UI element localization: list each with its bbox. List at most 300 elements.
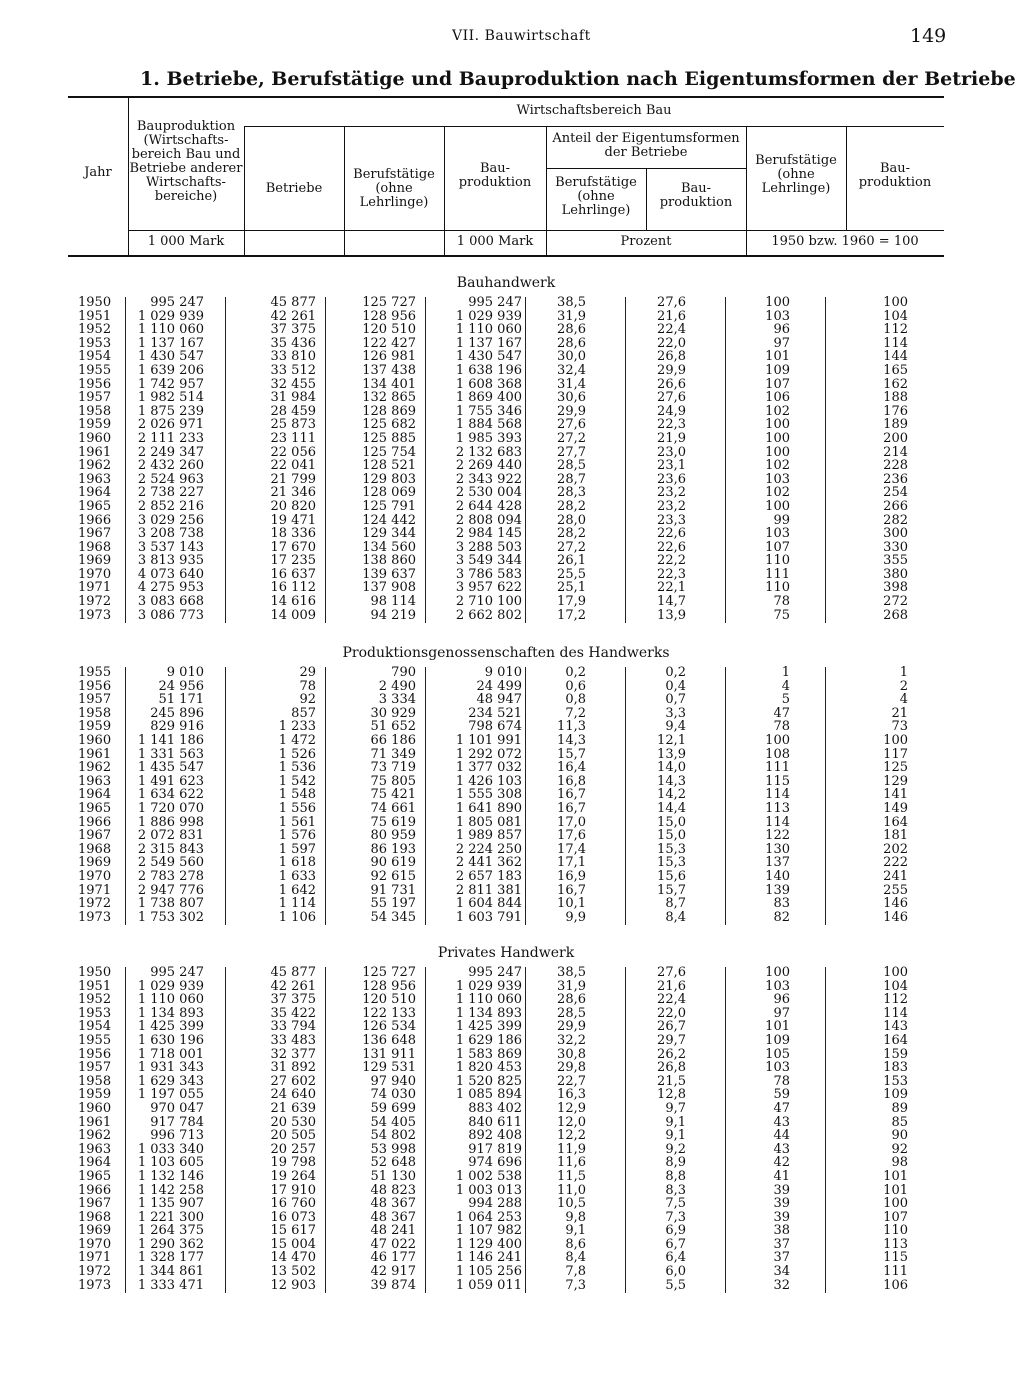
value-cell: 137 908 — [362, 580, 416, 596]
value-cell: 12,9 — [557, 1100, 586, 1116]
value-cell: 38,5 — [557, 965, 586, 980]
section-heading: Produktionsgenossenschaften des Handwerks — [342, 645, 670, 661]
value-cell: 17,9 — [557, 594, 586, 610]
value-cell: 14,0 — [657, 760, 686, 776]
value-cell: 103 — [765, 526, 790, 542]
value-cell: 164 — [883, 1032, 908, 1048]
year-cell: 1955 — [78, 1032, 112, 1048]
value-cell: 52 648 — [370, 1155, 416, 1171]
value-cell: 14,7 — [657, 594, 686, 610]
value-cell: 28,3 — [557, 485, 586, 501]
value-cell: 29 — [299, 665, 316, 680]
value-cell: 1 — [781, 665, 790, 680]
table-row — [68, 1279, 944, 1293]
year-cell: 1961 — [78, 444, 112, 460]
table-row — [68, 1020, 944, 1034]
value-cell: 54 345 — [370, 909, 416, 925]
value-cell: 1 805 081 — [455, 814, 522, 830]
column-divider — [625, 667, 626, 925]
header-anteil-berufstaetige: Berufstätige (ohne Lehrlinge) — [555, 175, 637, 218]
year-cell: 1963 — [78, 773, 112, 789]
value-cell: 24 956 — [158, 678, 204, 694]
value-cell: 2 852 216 — [137, 498, 204, 514]
year-cell: 1967 — [78, 828, 112, 844]
value-cell: 141 — [883, 787, 908, 803]
value-cell: 144 — [883, 349, 908, 365]
value-cell: 2 224 250 — [455, 841, 522, 857]
value-cell: 3 957 622 — [455, 580, 522, 596]
value-cell: 125 — [883, 760, 908, 776]
year-cell: 1957 — [78, 390, 112, 406]
unit-1000-mark: 1 000 Mark — [147, 234, 225, 249]
value-cell: 75 805 — [370, 773, 416, 789]
value-cell: 1 197 055 — [137, 1087, 204, 1103]
value-cell: 120 510 — [362, 322, 416, 338]
year-cell: 1962 — [78, 458, 112, 474]
year-cell: 1959 — [78, 719, 112, 735]
value-cell: 176 — [883, 403, 908, 419]
value-cell: 200 — [883, 430, 908, 446]
value-cell: 39 — [773, 1182, 790, 1198]
value-cell: 92 — [299, 692, 316, 708]
value-cell: 1 472 — [278, 732, 316, 748]
value-cell: 33 794 — [270, 1019, 316, 1035]
value-cell: 27,6 — [557, 417, 586, 433]
value-cell: 1 634 622 — [137, 787, 204, 803]
value-cell: 103 — [765, 471, 790, 487]
value-cell: 28 459 — [270, 403, 316, 419]
value-cell: 42 917 — [370, 1264, 416, 1280]
value-cell: 26,1 — [557, 553, 586, 569]
value-cell: 0,2 — [665, 665, 686, 680]
value-cell: 32,2 — [557, 1032, 586, 1048]
year-cell: 1957 — [78, 692, 112, 708]
value-cell: 102 — [765, 403, 790, 419]
value-cell: 78 — [773, 719, 790, 735]
column-divider — [325, 667, 326, 925]
table-row — [68, 500, 944, 514]
value-cell: 5,5 — [665, 1277, 686, 1293]
value-cell: 105 — [765, 1046, 790, 1062]
value-cell: 15,3 — [657, 841, 686, 857]
value-cell: 110 — [765, 580, 790, 596]
value-cell: 202 — [883, 841, 908, 857]
table-row — [68, 666, 944, 680]
value-cell: 78 — [773, 594, 790, 610]
column-divider — [125, 297, 126, 623]
value-cell: 2 490 — [378, 678, 416, 694]
value-cell: 48 367 — [370, 1209, 416, 1225]
value-cell: 1 720 070 — [137, 800, 204, 816]
value-cell: 12,8 — [657, 1087, 686, 1103]
value-cell: 1 542 — [278, 773, 316, 789]
value-cell: 23,2 — [657, 485, 686, 501]
year-cell: 1959 — [78, 1087, 112, 1103]
value-cell: 1 629 343 — [137, 1073, 204, 1089]
value-cell: 143 — [883, 1019, 908, 1035]
value-cell: 8,8 — [665, 1168, 686, 1184]
data-table — [68, 296, 944, 622]
value-cell: 183 — [883, 1060, 908, 1076]
value-cell: 132 865 — [362, 390, 416, 406]
value-cell: 1 604 844 — [455, 896, 522, 912]
column-divider — [325, 967, 326, 1293]
value-cell: 103 — [765, 978, 790, 994]
table-row — [68, 595, 944, 609]
unit-prozent: Prozent — [620, 234, 672, 249]
value-cell: 94 219 — [370, 607, 416, 623]
value-cell: 15,7 — [557, 746, 586, 762]
value-cell: 2 738 227 — [137, 485, 204, 501]
value-cell: 24 640 — [270, 1087, 316, 1103]
value-cell: 120 510 — [362, 992, 416, 1008]
year-cell: 1968 — [78, 539, 112, 555]
value-cell: 12 903 — [270, 1277, 316, 1293]
value-cell: 86 193 — [370, 841, 416, 857]
value-cell: 114 — [883, 1005, 908, 1021]
value-cell: 2 984 145 — [455, 526, 522, 542]
column-divider — [825, 967, 826, 1293]
value-cell: 21 — [891, 705, 908, 721]
value-cell: 9 010 — [166, 665, 204, 680]
value-cell: 111 — [883, 1264, 908, 1280]
value-cell: 42 261 — [270, 978, 316, 994]
value-cell: 14 009 — [270, 607, 316, 623]
value-cell: 139 637 — [362, 566, 416, 582]
year-cell: 1970 — [78, 1236, 112, 1252]
value-cell: 1 110 060 — [137, 322, 204, 338]
year-cell: 1950 — [78, 295, 112, 310]
value-cell: 1 875 239 — [137, 403, 204, 419]
value-cell: 2 132 683 — [455, 444, 522, 460]
value-cell: 74 030 — [370, 1087, 416, 1103]
running-head — [0, 25, 1024, 50]
value-cell: 109 — [765, 1032, 790, 1048]
value-cell: 20 530 — [270, 1114, 316, 1130]
value-cell: 1 377 032 — [455, 760, 522, 776]
value-cell: 1 344 861 — [137, 1264, 204, 1280]
value-cell: 1 597 — [278, 841, 316, 857]
value-cell: 9,1 — [665, 1128, 686, 1144]
table-row — [68, 527, 944, 541]
value-cell: 43 — [773, 1141, 790, 1157]
value-cell: 1 221 300 — [137, 1209, 204, 1225]
value-cell: 12,2 — [557, 1128, 586, 1144]
value-cell: 47 — [773, 705, 790, 721]
value-cell: 1 003 013 — [455, 1182, 522, 1198]
value-cell: 33 483 — [270, 1032, 316, 1048]
year-cell: 1956 — [78, 678, 112, 694]
column-divider — [625, 967, 626, 1293]
year-cell: 1955 — [78, 665, 112, 680]
column-divider — [425, 967, 426, 1293]
value-cell: 13,9 — [657, 746, 686, 762]
value-cell: 2 315 843 — [137, 841, 204, 857]
value-cell: 1 137 167 — [137, 335, 204, 351]
value-cell: 1 430 547 — [137, 349, 204, 365]
header-anteil-bauproduktion: Bau-produktion — [659, 181, 733, 210]
year-cell: 1956 — [78, 376, 112, 392]
value-cell: 140 — [765, 868, 790, 884]
value-cell: 114 — [765, 814, 790, 830]
value-cell: 2 808 094 — [455, 512, 522, 528]
value-cell: 28,5 — [557, 458, 586, 474]
value-cell: 12,1 — [657, 732, 686, 748]
value-cell: 1 985 393 — [455, 430, 522, 446]
value-cell: 2 811 381 — [455, 882, 522, 898]
header-jahr: Jahr — [84, 165, 112, 180]
table-row — [68, 378, 944, 392]
value-cell: 6,7 — [665, 1236, 686, 1252]
value-cell: 1 114 — [278, 896, 316, 912]
value-cell: 181 — [883, 828, 908, 844]
value-cell: 101 — [765, 349, 790, 365]
year-cell: 1951 — [78, 308, 112, 324]
value-cell: 17 235 — [270, 553, 316, 569]
value-cell: 28,5 — [557, 1005, 586, 1021]
value-cell: 20 820 — [270, 498, 316, 514]
value-cell: 1 618 — [278, 855, 316, 871]
value-cell: 1 085 894 — [455, 1087, 522, 1103]
year-cell: 1972 — [78, 1264, 112, 1280]
value-cell: 1 029 939 — [455, 308, 522, 324]
value-cell: 29,9 — [657, 362, 686, 378]
table-row — [68, 1075, 944, 1089]
value-cell: 162 — [883, 376, 908, 392]
value-cell: 8,4 — [665, 909, 686, 925]
value-cell: 101 — [883, 1182, 908, 1198]
value-cell: 108 — [765, 746, 790, 762]
value-cell: 103 — [765, 308, 790, 324]
table-row — [68, 1224, 944, 1238]
value-cell: 89 — [891, 1100, 908, 1116]
column-divider — [125, 667, 126, 925]
value-cell: 32 455 — [270, 376, 316, 392]
value-cell: 38 — [773, 1223, 790, 1239]
value-cell: 28,7 — [557, 471, 586, 487]
value-cell: 300 — [883, 526, 908, 542]
value-cell: 28,2 — [557, 526, 586, 542]
value-cell: 30 929 — [370, 705, 416, 721]
table-header — [68, 96, 944, 256]
value-cell: 26,8 — [657, 1060, 686, 1076]
value-cell: 3 786 583 — [455, 566, 522, 582]
value-cell: 1 931 343 — [137, 1060, 204, 1076]
value-cell: 2 644 428 — [455, 498, 522, 514]
value-cell: 3 549 344 — [455, 553, 522, 569]
value-cell: 1 135 907 — [137, 1196, 204, 1212]
value-cell: 22,4 — [657, 322, 686, 338]
value-cell: 48 947 — [476, 692, 522, 708]
value-cell: 104 — [883, 308, 908, 324]
year-cell: 1966 — [78, 1182, 112, 1198]
value-cell: 92 615 — [370, 868, 416, 884]
column-divider — [825, 667, 826, 925]
value-cell: 7,3 — [565, 1277, 586, 1293]
value-cell: 6,4 — [665, 1250, 686, 1266]
value-cell: 115 — [765, 773, 790, 789]
value-cell: 128 956 — [362, 308, 416, 324]
table-row — [68, 1197, 944, 1211]
value-cell: 790 — [391, 665, 416, 680]
value-cell: 22 041 — [270, 458, 316, 474]
value-cell: 85 — [891, 1114, 908, 1130]
value-cell: 2 441 362 — [455, 855, 522, 871]
value-cell: 102 — [765, 458, 790, 474]
value-cell: 2 783 278 — [137, 868, 204, 884]
value-cell: 31,9 — [557, 308, 586, 324]
year-cell: 1971 — [78, 580, 112, 596]
column-divider — [325, 297, 326, 623]
value-cell: 22,6 — [657, 526, 686, 542]
value-cell: 25 873 — [270, 417, 316, 433]
value-cell: 134 560 — [362, 539, 416, 555]
value-cell: 1 105 256 — [455, 1264, 522, 1280]
value-cell: 3 083 668 — [137, 594, 204, 610]
value-cell: 2 072 831 — [137, 828, 204, 844]
table-row — [68, 486, 944, 500]
year-cell: 1951 — [78, 978, 112, 994]
year-cell: 1961 — [78, 1114, 112, 1130]
value-cell: 129 803 — [362, 471, 416, 487]
value-cell: 78 — [299, 678, 316, 694]
value-cell: 109 — [883, 1087, 908, 1103]
value-cell: 100 — [883, 732, 908, 748]
value-cell: 26,6 — [657, 376, 686, 392]
value-cell: 17,0 — [557, 814, 586, 830]
value-cell: 857 — [291, 705, 316, 721]
value-cell: 9,2 — [665, 1141, 686, 1157]
value-cell: 1 638 196 — [455, 362, 522, 378]
value-cell: 100 — [883, 965, 908, 980]
value-cell: 1 641 890 — [455, 800, 522, 816]
value-cell: 1 603 791 — [455, 909, 522, 925]
table-row — [68, 446, 944, 460]
value-cell: 139 — [765, 882, 790, 898]
value-cell: 51 652 — [370, 719, 416, 735]
header-index-berufstaetige: Berufstätige (ohne Lehrlinge) — [755, 153, 837, 196]
value-cell: 1 328 177 — [137, 1250, 204, 1266]
value-cell: 39 874 — [370, 1277, 416, 1293]
value-cell: 17,1 — [557, 855, 586, 871]
value-cell: 17,2 — [557, 607, 586, 623]
value-cell: 1 820 453 — [455, 1060, 522, 1076]
value-cell: 23,3 — [657, 512, 686, 528]
value-cell: 840 611 — [468, 1114, 522, 1130]
value-cell: 27,6 — [657, 390, 686, 406]
year-cell: 1973 — [78, 1277, 112, 1293]
year-cell: 1958 — [78, 705, 112, 721]
value-cell: 21 799 — [270, 471, 316, 487]
value-cell: 7,2 — [565, 705, 586, 721]
value-cell: 1 129 400 — [455, 1236, 522, 1252]
year-cell: 1956 — [78, 1046, 112, 1062]
year-cell: 1954 — [78, 1019, 112, 1035]
value-cell: 51 130 — [370, 1168, 416, 1184]
value-cell: 1 029 939 — [137, 978, 204, 994]
value-cell: 1 982 514 — [137, 390, 204, 406]
year-cell: 1969 — [78, 1223, 112, 1239]
value-cell: 39 — [773, 1209, 790, 1225]
table-row — [68, 1251, 944, 1265]
value-cell: 0,2 — [565, 665, 586, 680]
table-row — [68, 1184, 944, 1198]
value-cell: 995 247 — [468, 295, 522, 310]
year-cell: 1953 — [78, 335, 112, 351]
value-cell: 41 — [773, 1168, 790, 1184]
value-cell: 1 — [899, 665, 908, 680]
value-cell: 2 269 440 — [455, 458, 522, 474]
table-row — [68, 1061, 944, 1075]
value-cell: 214 — [883, 444, 908, 460]
value-cell: 255 — [883, 882, 908, 898]
value-cell: 101 — [883, 1168, 908, 1184]
value-cell: 1 002 538 — [455, 1168, 522, 1184]
year-cell: 1955 — [78, 362, 112, 378]
column-divider — [225, 667, 226, 925]
column-divider — [425, 297, 426, 623]
table-row — [68, 432, 944, 446]
section-title: VII. Bauwirtschaft — [452, 28, 591, 44]
value-cell: 2 524 963 — [137, 471, 204, 487]
value-cell: 75 619 — [370, 814, 416, 830]
value-cell: 22,0 — [657, 335, 686, 351]
value-cell: 266 — [883, 498, 908, 514]
value-cell: 103 — [765, 1060, 790, 1076]
value-cell: 1 608 368 — [455, 376, 522, 392]
value-cell: 19 798 — [270, 1155, 316, 1171]
value-cell: 34 — [773, 1264, 790, 1280]
year-cell: 1954 — [78, 349, 112, 365]
year-cell: 1968 — [78, 841, 112, 857]
value-cell: 2 549 560 — [137, 855, 204, 871]
table-row — [68, 1156, 944, 1170]
value-cell: 33 512 — [270, 362, 316, 378]
value-cell: 78 — [773, 1073, 790, 1089]
value-cell: 100 — [883, 1196, 908, 1212]
value-cell: 1 869 400 — [455, 390, 522, 406]
value-cell: 1 629 186 — [455, 1032, 522, 1048]
value-cell: 995 247 — [468, 965, 522, 980]
value-cell: 1 520 825 — [455, 1073, 522, 1089]
value-cell: 188 — [883, 390, 908, 406]
table-row — [68, 802, 944, 816]
value-cell: 241 — [883, 868, 908, 884]
value-cell: 380 — [883, 566, 908, 582]
value-cell: 109 — [765, 362, 790, 378]
table-row — [68, 405, 944, 419]
value-cell: 47 022 — [370, 1236, 416, 1252]
year-cell: 1972 — [78, 896, 112, 912]
value-cell: 99 — [773, 512, 790, 528]
year-cell: 1961 — [78, 746, 112, 762]
value-cell: 59 699 — [370, 1100, 416, 1116]
value-cell: 18 336 — [270, 526, 316, 542]
value-cell: 92 — [891, 1141, 908, 1157]
table-row — [68, 296, 944, 310]
column-divider — [725, 667, 726, 925]
value-cell: 1 753 302 — [137, 909, 204, 925]
value-cell: 102 — [765, 485, 790, 501]
year-cell: 1952 — [78, 992, 112, 1008]
value-cell: 32 377 — [270, 1046, 316, 1062]
value-cell: 1 132 146 — [137, 1168, 204, 1184]
value-cell: 8,9 — [665, 1155, 686, 1171]
value-cell: 892 408 — [468, 1128, 522, 1144]
value-cell: 16,3 — [557, 1087, 586, 1103]
table-row — [68, 1048, 944, 1062]
section-heading: Bauhandwerk — [456, 275, 556, 291]
